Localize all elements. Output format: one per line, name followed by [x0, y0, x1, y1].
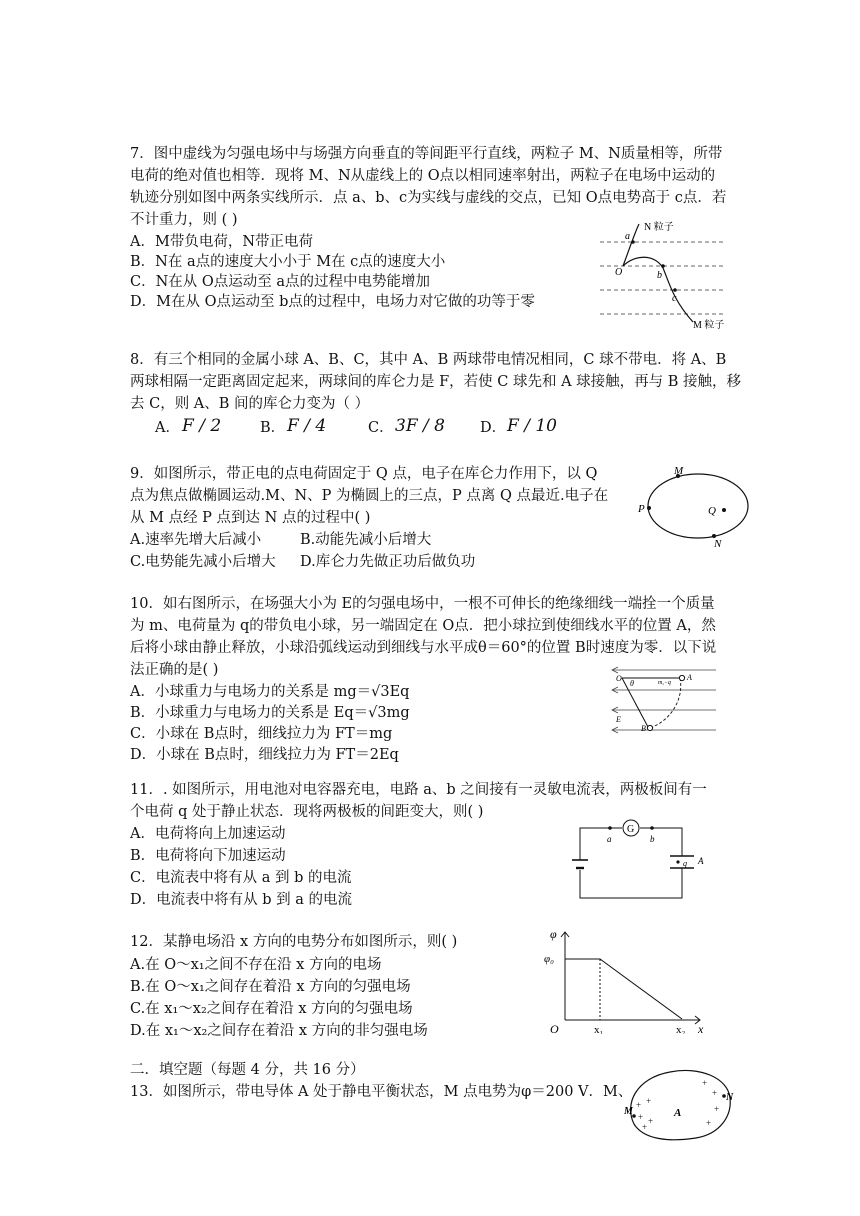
q9-stem-line-1: 9．如图所示，带正电的点电荷固定于 Q 点，电子在库仑力作用下，以 Q: [130, 466, 598, 482]
q10-e-label: E: [616, 715, 621, 724]
q13-m-label: M: [624, 1106, 633, 1117]
svg-text:+: +: [702, 1078, 708, 1088]
q7-stem-line-2: 电荷的绝对值也相等．现将 M、N从虚线上的 O点以相同速率射出，两粒子在电场中运动的: [130, 168, 716, 184]
q7-stem-line-1: 7．图中虚线为匀强电场中与场强方向垂直的等间距平行直线，两粒子 M、N质量相等，所带: [130, 146, 723, 162]
q8-option-b-value: F / 4: [287, 416, 327, 436]
q8-option-d-value: F / 10: [507, 416, 557, 436]
q12-phi-axis-label: φ: [550, 927, 557, 941]
q11-option-b: B．电荷将向下加速运动: [130, 848, 286, 864]
q12-option-b: B.在 O～x₁之间存在着沿 x 方向的匀强电场: [130, 979, 411, 995]
q9-option-c: C.电势能先减小后增大: [130, 554, 276, 570]
q13-stem-line-1: 13．如图所示，带电导体 A 处于静电平衡状态，M 点电势为φ＝200 V．M、: [130, 1084, 633, 1100]
q10-pendulum-figure: [608, 664, 720, 744]
q7-c-label: c: [672, 293, 677, 304]
q8-stem-line-3: 去 C，则 A、B 间的库仑力变为（ ）: [130, 396, 370, 412]
q7-option-b: B．N在 a点的速度大小小于 M在 c点的速度大小: [130, 254, 446, 270]
q10-option-b: B．小球重力与电场力的关系是 Eq＝√3mg: [130, 705, 410, 721]
q11-q-label: q: [683, 859, 687, 868]
q12-option-c: C.在 x₁～x₂之间存在着沿 x 方向的匀强电场: [130, 1001, 413, 1017]
q10-theta-label: θ: [630, 679, 634, 688]
q11-stem-line-2: 个电荷 q 处于静止状态．现将两极板的间距变大，则( ): [130, 804, 484, 820]
galvanometer-icon: G: [627, 824, 635, 835]
q7-option-d: D．M在从 O点运动至 b点的过程中，电场力对它做的功等于零: [130, 294, 535, 310]
q8-stem-line-2: 两球相隔一定距离固定起来，两球间的库仑力是 F，若使 C 球先和 A 球接触，再与 B 接触，移: [130, 374, 742, 390]
q8-option-d-letter: D．: [480, 420, 507, 436]
q9-option-d: D.库仑力先做正功后做负功: [300, 554, 476, 570]
q7-option-a: A．M带负电荷，N带正电荷: [130, 234, 314, 250]
q11-b-label: b: [650, 834, 655, 844]
q9-ellipse-figure: [630, 464, 765, 548]
svg-text:+: +: [712, 1088, 718, 1098]
q10-o-label: O: [616, 674, 622, 683]
q9-p-label: P: [638, 503, 645, 515]
q7-n-particle-label: N 粒子: [644, 222, 674, 233]
q8-option-a-value: F / 2: [182, 416, 222, 436]
q10-b-label: B: [641, 724, 646, 733]
svg-text:+: +: [636, 1100, 642, 1110]
q10-a-label: A: [687, 673, 692, 682]
q9-stem-line-3: 从 M 点经 P 点到达 N 点的过程中( ): [130, 510, 371, 526]
q8-option-c-letter: C．: [368, 420, 394, 436]
q10-stem-line-3: 后将小球由静止释放，小球沿弧线运动到细线与水平成θ＝60°的位置 B时速度为零．以下说: [130, 640, 717, 656]
q12-x-axis-label: x: [698, 1022, 704, 1034]
q11-option-a: A．电荷将向上加速运动: [130, 826, 286, 842]
q8-stem-line-1: 8．有三个相同的金属小球 A、B、C，其中 A、B 两球带电情况相同，C 球不带电．将 A、B: [130, 352, 727, 368]
q9-option-b: B.动能先减小后增大: [300, 532, 432, 548]
svg-text:+: +: [714, 1104, 720, 1114]
q12-x2-label: x₂: [676, 1024, 686, 1034]
q9-m-label: M: [674, 465, 684, 477]
svg-text:+: +: [648, 1116, 654, 1126]
q8-option-a-letter: A．: [155, 420, 180, 436]
q11-option-c: C．电流表中将有从 a 到 b 的电流: [130, 870, 352, 886]
svg-text:+: +: [706, 1118, 712, 1128]
q7-b-label: b: [657, 270, 662, 281]
q11-stem-line-1: 11．. 如图所示，用电池对电容器充电，电路 a、b 之间接有一灵敏电流表，两极板间有一: [130, 782, 707, 798]
q12-origin-label: O: [550, 1022, 559, 1034]
svg-text:+: +: [638, 1112, 644, 1122]
q9-n-label: N: [714, 538, 722, 548]
q10-stem-line-1: 10．如右图所示，在场强大小为 E的匀强电场中，一根不可伸长的绝缘细线一端拴一个质量: [130, 596, 715, 612]
q12-stem-line-1: 12．某静电场沿 x 方向的电势分布如图所示，则( ): [130, 934, 458, 950]
svg-text:+: +: [646, 1096, 652, 1106]
q12-option-a: A.在 O～x₁之间不存在沿 x 方向的电场: [130, 957, 382, 973]
q10-option-c: C．小球在 B点时，细线拉力为 FT＝mg: [130, 726, 393, 742]
q9-option-a: A.速率先增大后减小: [130, 532, 262, 548]
q7-a-label: a: [625, 231, 630, 242]
q7-stem-line-4: 不计重力，则 ( ): [130, 212, 238, 228]
q12-x1-label: x₁: [594, 1024, 604, 1034]
q11-circuit-figure: [570, 816, 720, 906]
q13-n-label: N: [726, 1092, 734, 1103]
svg-text:+: +: [642, 1122, 648, 1132]
q10-mq-label: m,−q: [658, 680, 671, 686]
q9-stem-line-2: 点为焦点做椭圆运动.M、N、P 为椭圆上的三点，P 点离 Q 点最近.电子在: [130, 488, 609, 504]
q12-option-d: D.在 x₁～x₂之间存在着沿 x 方向的非匀强电场: [130, 1023, 428, 1039]
section-2-heading: 二．填空题（每题 4 分，共 16 分）: [130, 1062, 365, 1078]
q12-phi0-label: φ₀: [544, 953, 554, 965]
q10-stem-line-2: 为 m、电荷量为 q的带负电小球，另一端固定在 O点．把小球拉到使细线水平的位置 A，然: [130, 618, 716, 634]
q13-conductor-figure: [620, 1064, 740, 1146]
q11-plate-label: A: [698, 856, 704, 866]
q7-m-particle-label: M 粒子: [693, 320, 725, 331]
q10-option-d: D．小球在 B点时，细线拉力为 FT＝2Eq: [130, 747, 399, 763]
q7-option-c: C．N在从 O点运动至 a点的过程中电势能增加: [130, 274, 431, 290]
q7-o-label: O: [615, 267, 623, 278]
q10-stem-line-4: 法正确的是( ): [130, 662, 219, 678]
q7-field-figure: [595, 220, 735, 332]
q11-a-label: a: [607, 834, 612, 844]
q11-option-d: D．电流表中将有从 b 到 a 的电流: [130, 892, 352, 908]
q9-q-label: Q: [708, 505, 716, 517]
q8-option-c-value: 3F / 8: [395, 416, 445, 436]
q7-stem-line-3: 轨迹分别如图中两条实线所示．点 a、b、c为实线与虚线的交点，已知 O点电势高于 c点．若: [130, 190, 727, 206]
q10-option-a: A．小球重力与电场力的关系是 mg＝√3Eq: [130, 684, 410, 700]
q8-option-b-letter: B．: [260, 420, 286, 436]
q13-a-label: A: [674, 1107, 682, 1119]
q12-potential-graph: [540, 924, 715, 1034]
